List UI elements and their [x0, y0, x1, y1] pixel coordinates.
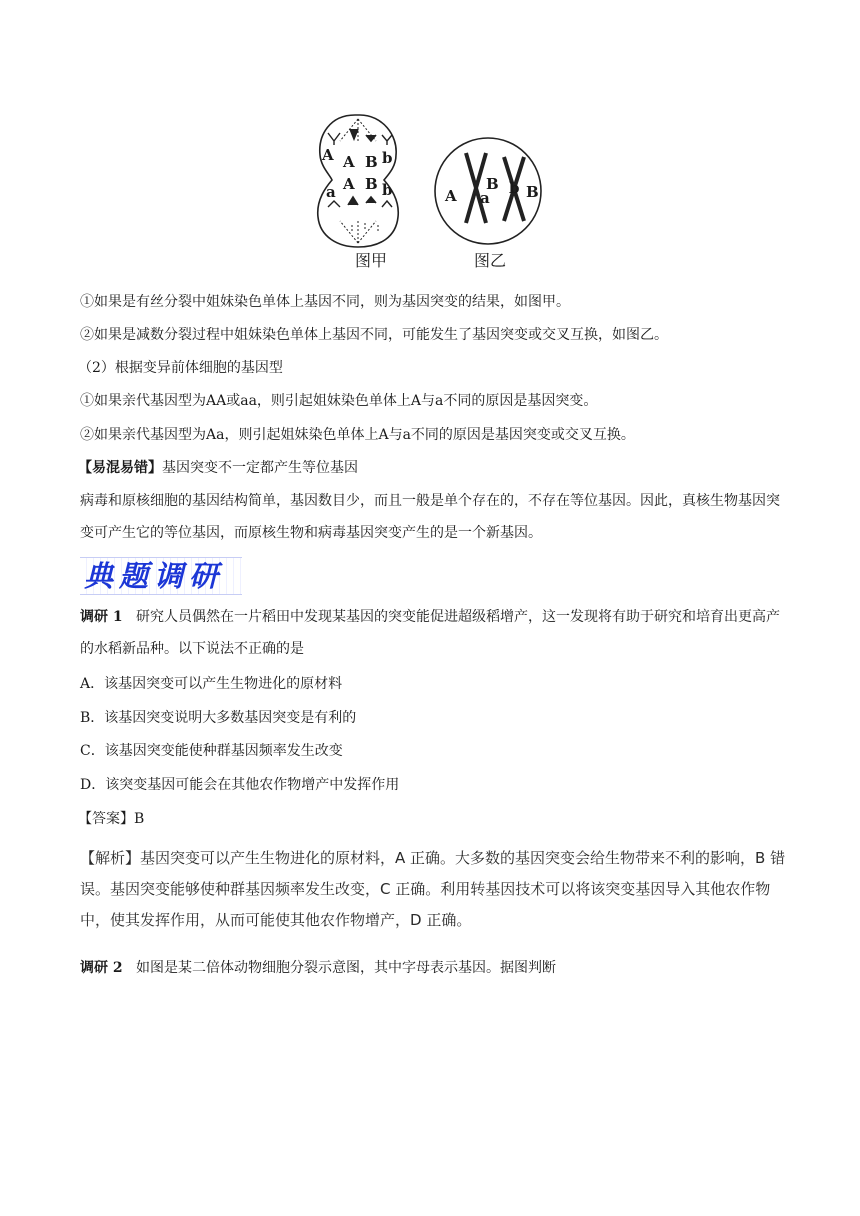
gene-label-a: a [480, 189, 490, 207]
analysis-label: 【解析】 [80, 849, 141, 867]
confuse-heading [78, 458, 358, 478]
gene-label-B: B [365, 153, 378, 171]
gene-label-B: B [486, 175, 499, 193]
question-1-label: 调研 1 [80, 609, 123, 625]
gene-label-b: b [509, 179, 520, 197]
gene-label-b: b [382, 181, 393, 199]
text-line-4: ①如果亲代基因型为AA或aa，则引起姐妹染色单体上A与a不同的原因是基因突变。 [80, 393, 598, 409]
answer: 【答案】B [78, 811, 145, 827]
option-c: C．该基因突变能使种群基因频率发生改变 [80, 743, 343, 759]
section-banner [80, 557, 242, 595]
text-line-1: ①如果是有丝分裂中姐妹染色单体上基因不同，则为基因突变的结果，如图甲。 [80, 294, 570, 310]
question-2-stem: 如图是某二倍体动物细胞分裂示意图，其中字母表示基因。据图判断 [135, 960, 556, 976]
figure-caption-left: 图甲 [355, 251, 388, 270]
gene-label-A: A [343, 153, 355, 171]
option-a: A．该基因突变可以产生生物进化的原材料 [80, 676, 343, 692]
gene-label-a: a [326, 183, 336, 201]
gene-label-A: A [322, 146, 334, 164]
question-1 [80, 601, 790, 665]
question-2 [80, 958, 556, 978]
cell-division-figure [310, 105, 560, 270]
option-d: D．该突变基因可能会在其他农作物增产中发挥作用 [80, 777, 400, 793]
option-b: B．该基因突变说明大多数基因突变是有利的 [80, 710, 357, 726]
gene-label-A: A [445, 187, 457, 205]
gene-label-b: b [382, 149, 393, 167]
question-1-stem: 研究人员偶然在一片稻田中发现某基因的突变能促进超级稻增产，这一发现将有助于研究和培育出更高产的水稻新品种。以下说法不正确的是 [80, 609, 780, 657]
confuse-label: 【易混易错】 [78, 460, 162, 476]
text-line-5: ②如果亲代基因型为Aa，则引起姐妹染色单体上A与a不同的原因是基因突变或交叉互换。 [80, 427, 635, 443]
figure-left-labels [321, 146, 393, 201]
section-banner-text: 典题调研 [84, 559, 225, 593]
text-line-2: ②如果是减数分裂过程中姐妹染色单体上基因不同，可能发生了基因突变或交叉互换，如图乙。 [80, 327, 668, 343]
figure-right-labels [444, 175, 539, 207]
analysis-block [80, 843, 800, 936]
confuse-title: 基因突变不一定都产生等位基因 [162, 460, 358, 476]
section-heading-2: （2）根据变异前体细胞的基因型 [78, 360, 283, 376]
question-2-label: 调研 2 [80, 960, 123, 976]
confuse-paragraph: 病毒和原核细胞的基因结构简单，基因数目少，而且一般是单个存在的，不存在等位基因。因此，真核生物基因突变可产生它的等位基因，而原核生物和病毒基因突变产生的是一个新基因。 [80, 493, 780, 541]
figure-caption-right: 图乙 [474, 251, 507, 270]
gene-label-A: A [343, 175, 355, 193]
gene-label-B: B [365, 175, 378, 193]
analysis-text: 基因突变可以产生生物进化的原材料，A 正确。大多数的基因突变会给生物带来不利的影响，B 错误。基因突变能够使种群基因频率发生改变，C 正确。利用转基因技术可以将该突变基因导入其他农作物中，使其发挥作用，从而可能使其他农作物增产，D 正确。 [80, 849, 786, 929]
gene-label-B: B [526, 183, 539, 201]
